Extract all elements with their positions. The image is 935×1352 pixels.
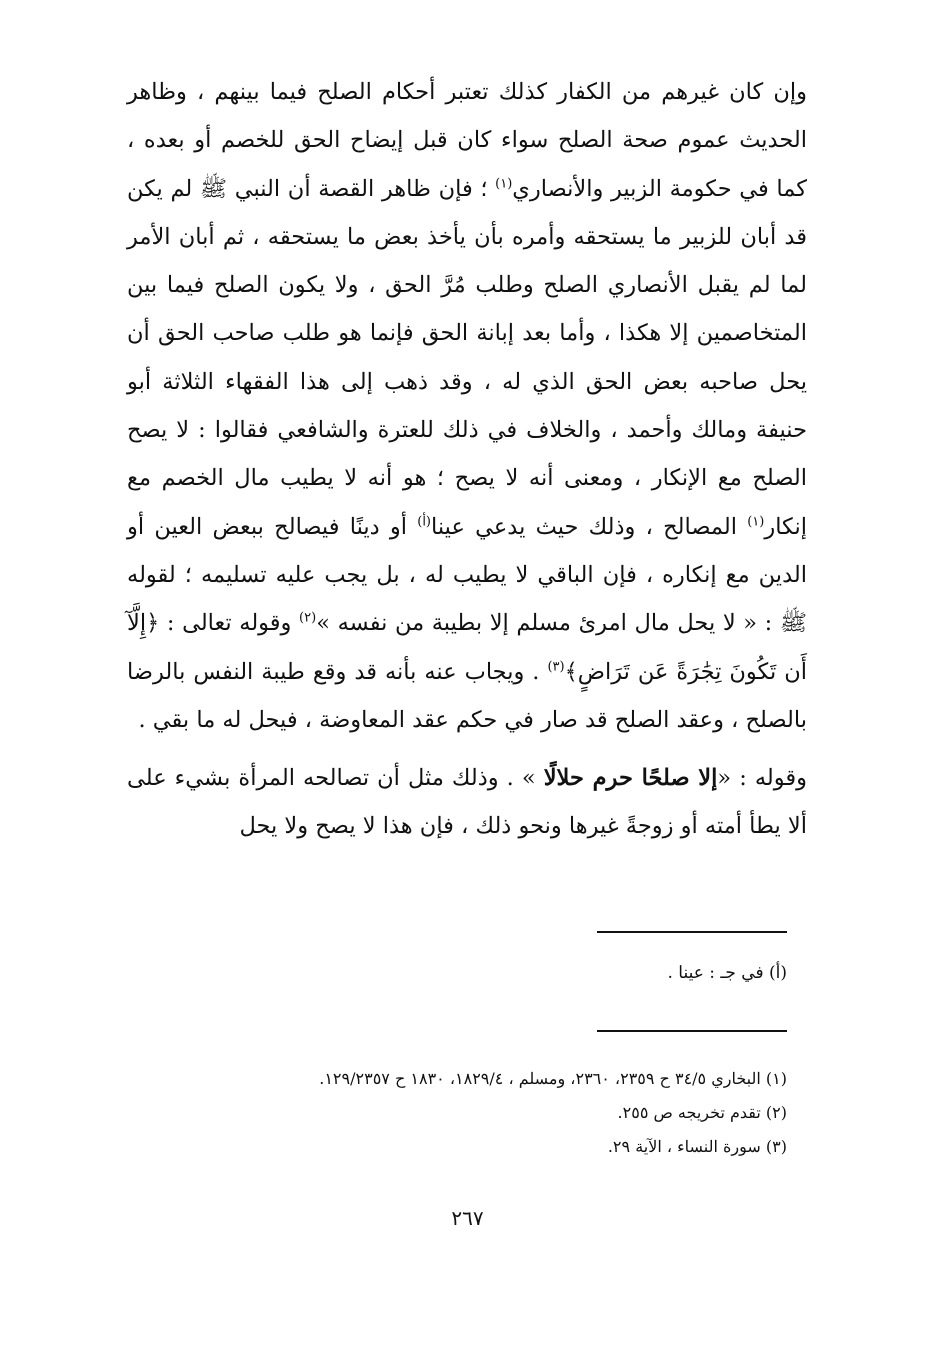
footnote-divider <box>597 1030 787 1032</box>
footnote-marker: (١) <box>747 514 765 530</box>
paragraph-text: ؛ فإن ظاهر القصة أن النبي ﷺ لم يكن قد أبان للزبير ما يستحقه وأمره بأن يأخذ بعض ما يستحقه ، ثم أبان الأمر لما لم يقبل الأنصاري الصلح وطلب مُرَّ الحق ، ولا يكون الصلح فيما بين المتخاصمين إلا هكذا ، وأما بعد إبانة الحق فإنما هو طلب صاحب الحق أن يحل صاحبه بعض الحق الذي له ، وقد ذهب إلى هذا الفقهاء الثلاثة أبو حنيفة ومالك وأحمد ، والخلاف في ذلك للعترة والشافعي فقالوا : لا يصح الصلح مع الإنكار ، ومعنى أنه لا يصح ؛ هو أنه لا يطيب مال الخصم مع إنكار <box>127 175 807 540</box>
hadith-quote: إلا صلحًا حرم حلالًا <box>543 765 718 792</box>
footnote: (٣) سورة النساء ، الآية ٢٩. <box>607 1137 787 1156</box>
footnote-marker: (٣) <box>547 659 565 675</box>
footnote-divider <box>597 931 787 933</box>
footnotes <box>147 1062 787 1164</box>
page-number: ٢٦٧ <box>451 1206 484 1230</box>
footnote: (١) البخاري ٣٤/٥ ح ٢٣٥٩، ٢٣٦٠، ومسلم ، ١٨٢٩/٤، ١٨٣٠ ح ١٢٩/٢٣٥٧. <box>319 1069 787 1088</box>
footnote-marker: (٢) <box>299 610 317 626</box>
paragraph-text: وإن كان غيرهم من الكفار كذلك تعتبر أحكام الصلح فيما بينهم ، وظاهر الحديث عموم صحة الصلح سواء كان قبل إيضاح الحق للخصم أو بعده ، كما في حكومة الزبير والأنصاري <box>127 79 807 202</box>
variant-note: (أ) في جـ : عينا . <box>667 963 787 983</box>
main-text <box>127 68 807 851</box>
variant-marker: (أ) <box>417 514 432 530</box>
paragraph-text: وقوله : « <box>717 765 807 792</box>
footnote-marker: (١) <box>495 176 513 192</box>
paragraph-text: المصالح ، وذلك حيث يدعي عينا <box>431 513 748 540</box>
paragraph <box>127 754 807 851</box>
footnote: (٢) تقدم تخريجه ص ٢٥٥. <box>617 1103 787 1122</box>
paragraph-text: . ويجاب عنه بأنه قد وقع طيبة النفس بالرضا بالصلح ، وعقد الصلح قد صار في حكم عقد المعاوضة ، فيحل له ما بقي . <box>127 658 807 733</box>
paragraph <box>127 68 807 744</box>
quran-quote: وقوله تعالى : ﴿إِلَّآ أَن تَكُونَ تِجَٰرَةً عَن تَرَاضٍ﴾ <box>127 610 807 685</box>
paragraph-text: أو دينًا فيصالح ببعض العين أو الدين مع إنكاره ، فإن الباقي لا يطيب له ، بل يجب عليه تسليمه ؛ لقوله ﷺ : « لا يحل مال امرئ مسلم إلا بطيبة من نفسه » <box>127 513 808 637</box>
paragraph-text: » . وذلك مثل أن تصالحه المرأة بشيء على ألا يطأ أمته أو زوجةً غيرها ونحو ذلك ، فإن هذا لا يصح ولا يحل <box>127 765 807 840</box>
